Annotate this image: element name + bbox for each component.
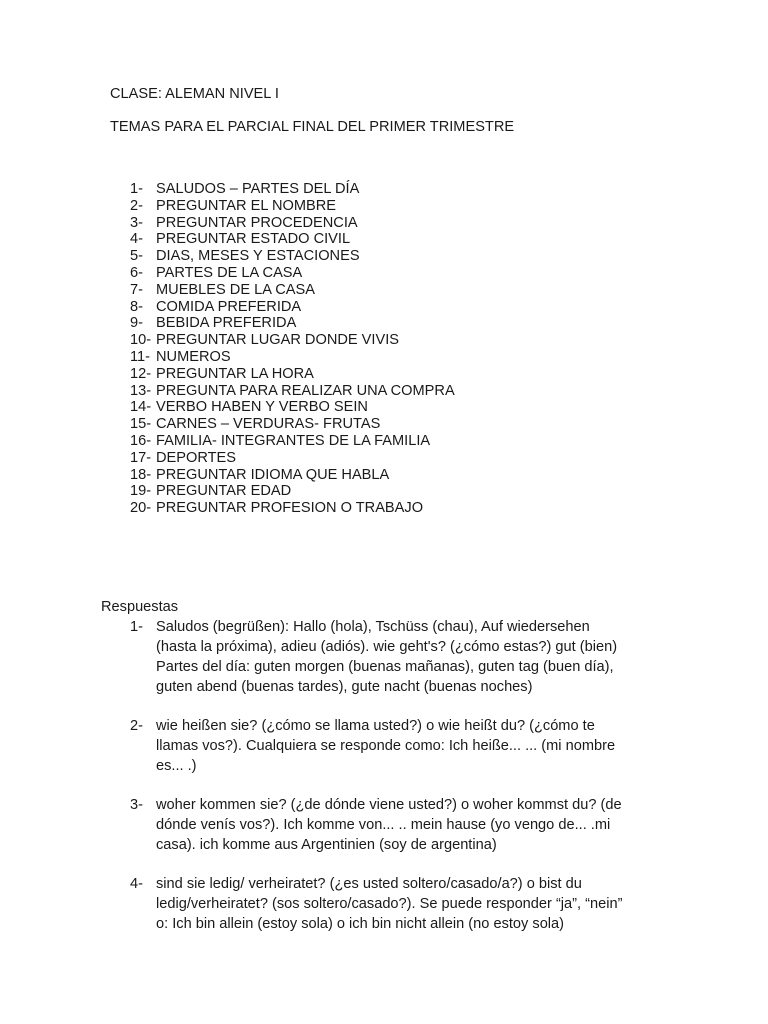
topic-number: 19- (130, 483, 152, 500)
topic-text: NUMEROS (156, 348, 231, 365)
topic-text: VERBO HABEN Y VERBO SEIN (156, 399, 368, 416)
answer-line: dónde venís vos?). Ich komme von... .. mein hause (yo vengo de... .mi (156, 817, 611, 833)
topic-number: 10- (130, 332, 152, 349)
topic-text: CARNES – VERDURAS- FRUTAS (156, 416, 381, 433)
topic-item (130, 231, 455, 248)
topics-title: TEMAS PARA EL PARCIAL FINAL DEL PRIMER TRIMESTRE (110, 119, 515, 135)
topic-item (130, 500, 455, 517)
answer-line: casa). ich komme aus Argentinien (soy de argentina) (156, 837, 497, 853)
topic-number: 1- (130, 181, 143, 197)
topic-number: 7- (130, 281, 143, 298)
topic-text: BEBIDA PREFERIDA (156, 315, 297, 332)
topic-number: 16- (130, 432, 152, 449)
topic-text: FAMILIA- INTEGRANTES DE LA FAMILIA (156, 432, 431, 449)
topic-text: PREGUNTAR EDAD (156, 483, 292, 500)
answer-text (156, 716, 660, 776)
answer-line: (hasta la próxima), adieu (adiós). wie geht's? (¿cómo estas?) gut (bien) (156, 639, 618, 655)
answer-text (156, 617, 660, 697)
topic-text: PREGUNTA PARA REALIZAR UNA COMPRA (156, 382, 455, 399)
topic-text: PREGUNTAR LUGAR DONDE VIVIS (156, 332, 399, 349)
answers-list (130, 617, 660, 953)
topic-item (130, 315, 455, 332)
topic-number: 6- (130, 264, 143, 281)
topic-item (130, 416, 455, 433)
answer-line: woher kommen sie? (¿de dónde viene usted?) o woher kommst du? (de (156, 797, 622, 813)
topic-text: PREGUNTAR EL NOMBRE (156, 197, 337, 214)
topic-text: PARTES DE LA CASA (156, 264, 303, 281)
topic-item (130, 399, 455, 416)
topic-item (130, 265, 455, 282)
topic-item (130, 198, 455, 215)
topic-number: 15- (130, 416, 152, 433)
topic-item (130, 299, 455, 316)
answer-line: o: Ich bin allein (estoy sola) o ich bin nicht allein (no estoy sola) (156, 916, 565, 932)
topic-number: 17- (130, 449, 152, 466)
topic-number: 5- (130, 248, 143, 265)
answer-item (130, 716, 660, 776)
topic-text: DEPORTES (156, 449, 237, 466)
topic-item (130, 349, 455, 366)
topic-text: COMIDA PREFERIDA (156, 298, 302, 315)
topic-number: 13- (130, 382, 152, 399)
topic-item (130, 383, 455, 400)
topic-text: MUEBLES DE LA CASA (156, 281, 315, 298)
topic-item (130, 181, 455, 198)
topic-text: PREGUNTAR PROFESION O TRABAJO (156, 500, 424, 517)
answer-line: sind sie ledig/ verheiratet? (¿es usted soltero/casado/a?) o bist du (156, 876, 582, 892)
answer-line: guten abend (buenas tardes), gute nacht (buenas noches) (156, 679, 533, 695)
answer-line: ledig/verheiratet? (sos soltero/casado?). Se puede responder “ja”, “nein” (156, 896, 623, 912)
topic-number: 18- (130, 466, 152, 483)
answer-line: Partes del día: guten morgen (buenas mañanas), guten tag (buen día), (156, 659, 614, 675)
answer-item (130, 795, 660, 855)
answer-line: wie heißen sie? (¿cómo se llama usted?) o wie heißt du? (¿cómo te (156, 718, 595, 734)
topic-item (130, 433, 455, 450)
topic-number: 20- (130, 500, 152, 517)
answer-text (156, 874, 660, 934)
topic-item (130, 467, 455, 484)
topic-number: 4- (130, 231, 143, 248)
topic-item (130, 332, 455, 349)
topic-number: 12- (130, 365, 152, 382)
topic-number: 9- (130, 315, 143, 332)
answer-line: Saludos (begrüßen): Hallo (hola), Tschüss (chau), Auf wiedersehen (156, 619, 590, 635)
answers-heading: Respuestas (101, 599, 179, 615)
topic-item (130, 248, 455, 265)
answer-number: 4- (130, 876, 143, 892)
topic-item (130, 366, 455, 383)
topic-item (130, 215, 455, 232)
topic-text: PREGUNTAR IDIOMA QUE HABLA (156, 466, 390, 483)
topic-number: 14- (130, 399, 152, 416)
answer-item (130, 617, 660, 697)
class-title: CLASE: ALEMAN NIVEL I (110, 86, 279, 102)
topic-text: SALUDOS – PARTES DEL DÍA (156, 181, 360, 197)
answer-text (156, 795, 660, 855)
answer-number: 3- (130, 797, 143, 813)
topic-number: 2- (130, 197, 143, 214)
answer-number: 1- (130, 619, 143, 635)
topic-text: DIAS, MESES Y ESTACIONES (156, 248, 360, 265)
topic-item (130, 450, 455, 467)
topics-list (130, 181, 455, 517)
topic-text: PREGUNTAR ESTADO CIVIL (156, 231, 351, 248)
answer-line: llamas vos?). Cualquiera se responde como: Ich heiße... ... (mi nombre (156, 738, 616, 754)
topic-number: 8- (130, 298, 143, 315)
topic-text: PREGUNTAR PROCEDENCIA (156, 214, 358, 231)
topic-item (130, 483, 455, 500)
topic-text: PREGUNTAR LA HORA (156, 365, 314, 382)
topic-item (130, 282, 455, 299)
answer-line: es... .) (156, 758, 197, 774)
topic-number: 3- (130, 214, 143, 231)
answer-item (130, 874, 660, 934)
answer-number: 2- (130, 718, 143, 734)
topic-number: 11- (130, 348, 151, 365)
